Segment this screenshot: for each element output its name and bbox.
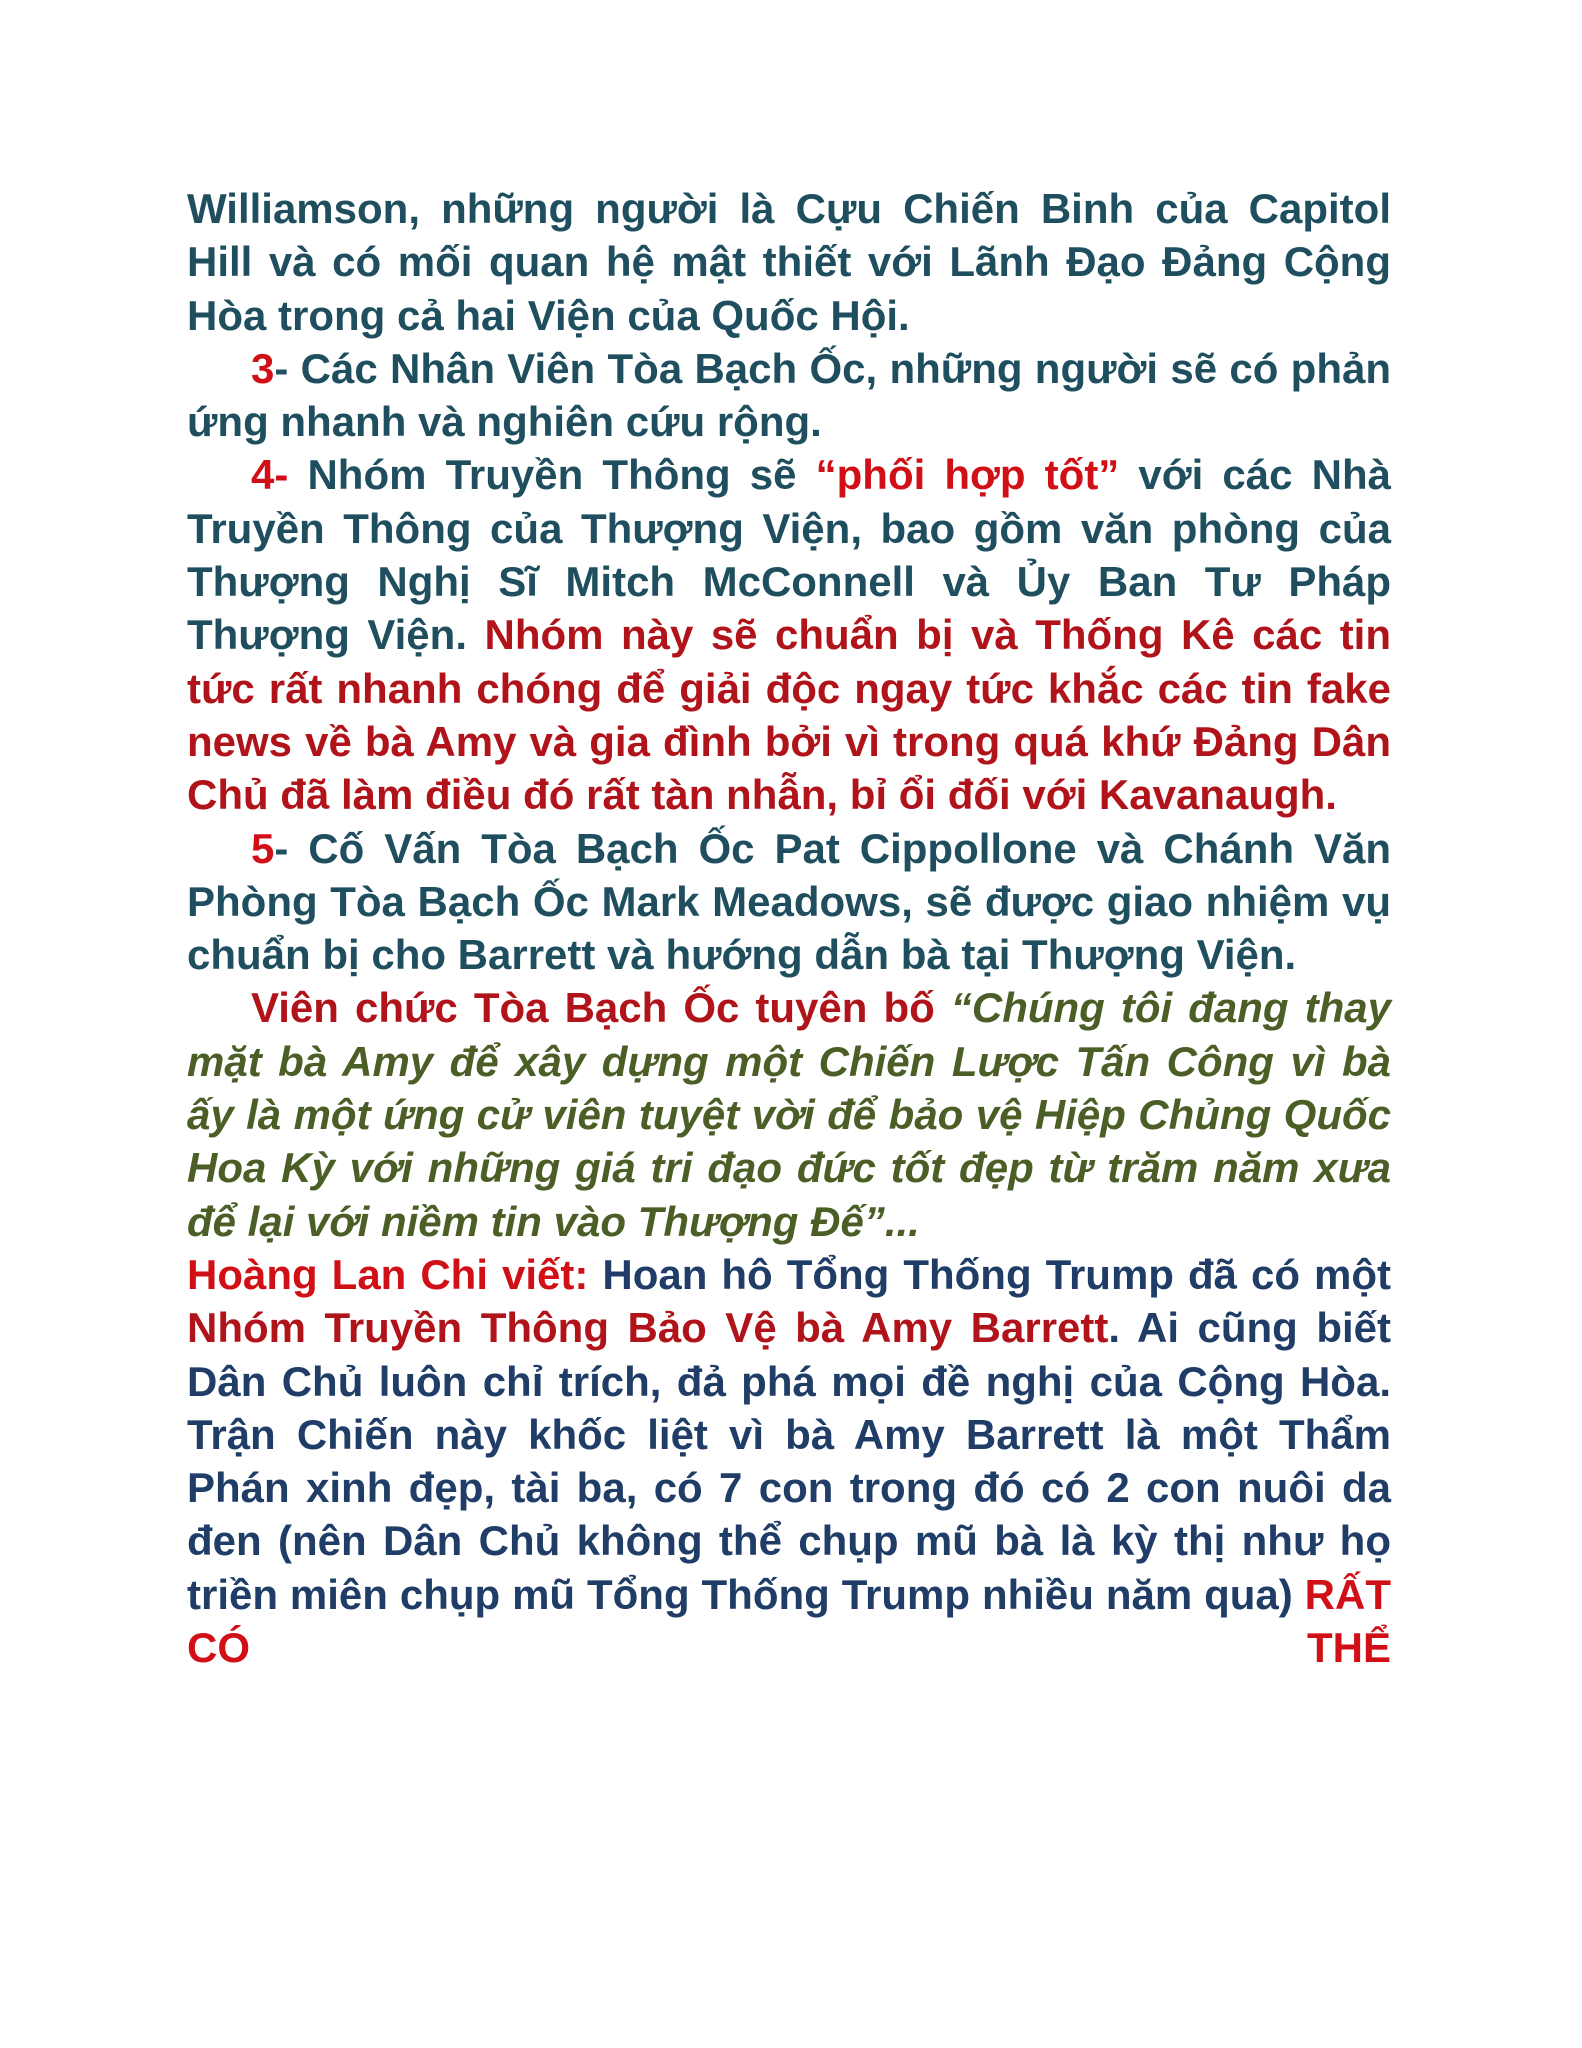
item-number: 5 (251, 824, 275, 872)
text-segment: Hoan hô Tổng Thống Trump đã có một (588, 1250, 1391, 1298)
paragraph-item-4 (187, 448, 1391, 821)
text-segment: với các Nhà Truyền Thông của Thượng Viện, bao gồm văn phòng của Thượng Nghị Sĩ Mitch McConnell và Ủy Ban Tư Pháp Thượng Viện. (187, 451, 1391, 659)
paragraph-item-3 (187, 342, 1391, 449)
document-body (187, 182, 1391, 1674)
text-segment: - Cố Vấn Tòa Bạch Ốc Pat Cippollone và Chánh Văn Phòng Tòa Bạch Ốc Mark Meadows, sẽ được giao nhiệm vụ chuẩn bị cho Barrett và hướng dẫn bà tại Thượng Viện. (187, 824, 1391, 979)
item-number: 3 (251, 344, 275, 392)
paragraph-author-comment (187, 1248, 1391, 1674)
paragraph-official-quote (187, 981, 1391, 1247)
item-number: 4- (251, 451, 289, 499)
highlighted-text: Nhóm Truyền Thông Bảo Vệ bà Amy Barrett (187, 1304, 1109, 1352)
paragraph-item-5 (187, 822, 1391, 982)
text-segment: Williamson, những người là Cựu Chiến Binh của Capitol Hill và có mối quan hệ mật thiết với Lãnh Đạo Đảng Cộng Hòa trong cả hai Viện của Quốc Hội. (187, 185, 1391, 339)
text-segment: . Ai cũng biết Dân Chủ luôn chỉ trích, đả phá mọi đề nghị của Cộng Hòa. Trận Chiến này khốc liệt vì bà Amy Barrett là một Thẩm Phán xinh đẹp, tài ba, có 7 con trong đó có 2 con nuôi da đen (nên Dân Chủ không thể chụp mũ bà là kỳ thị như họ triền miên chụp mũ Tổng Thống Trump nhiều năm qua) (187, 1304, 1391, 1618)
highlighted-text: Viên chức Tòa Bạch Ốc tuyên bố (251, 984, 951, 1032)
quotation: “Chúng tôi đang thay mặt bà Amy để xây dựng một Chiến Lược Tấn Công vì bà ấy là một ứng cử viên tuyệt vời để bảo vệ Hiệp Chủng Quốc Hoa Kỳ với những giá tri đạo đức tốt đẹp từ trăm năm xưa để lại với niềm tin vào Thượng Đế”... (187, 984, 1391, 1245)
highlighted-text: Nhóm này sẽ chuẩn bị và Thống Kê các tin tức rất nhanh chóng để giải độc ngay tức khắc các tin fake news về bà Amy và gia đình bởi vì trong quá khứ Đảng Dân Chủ đã làm điều đó rất tàn nhẫn, bỉ ổi đối với Kavanaugh. (187, 611, 1392, 819)
text-segment: Nhóm Truyền Thông sẽ (288, 451, 816, 499)
paragraph-williamson (187, 182, 1391, 342)
text-segment: - Các Nhân Viên Tòa Bạch Ốc, những người sẽ có phản ứng nhanh và nghiên cứu rộng. (187, 344, 1391, 446)
author-label: Hoàng Lan Chi viết: (187, 1250, 589, 1298)
quoted-phrase: “phối hợp tốt” (815, 451, 1120, 499)
emphasis-text: RẤT CÓ THỂ (187, 1570, 1391, 1672)
